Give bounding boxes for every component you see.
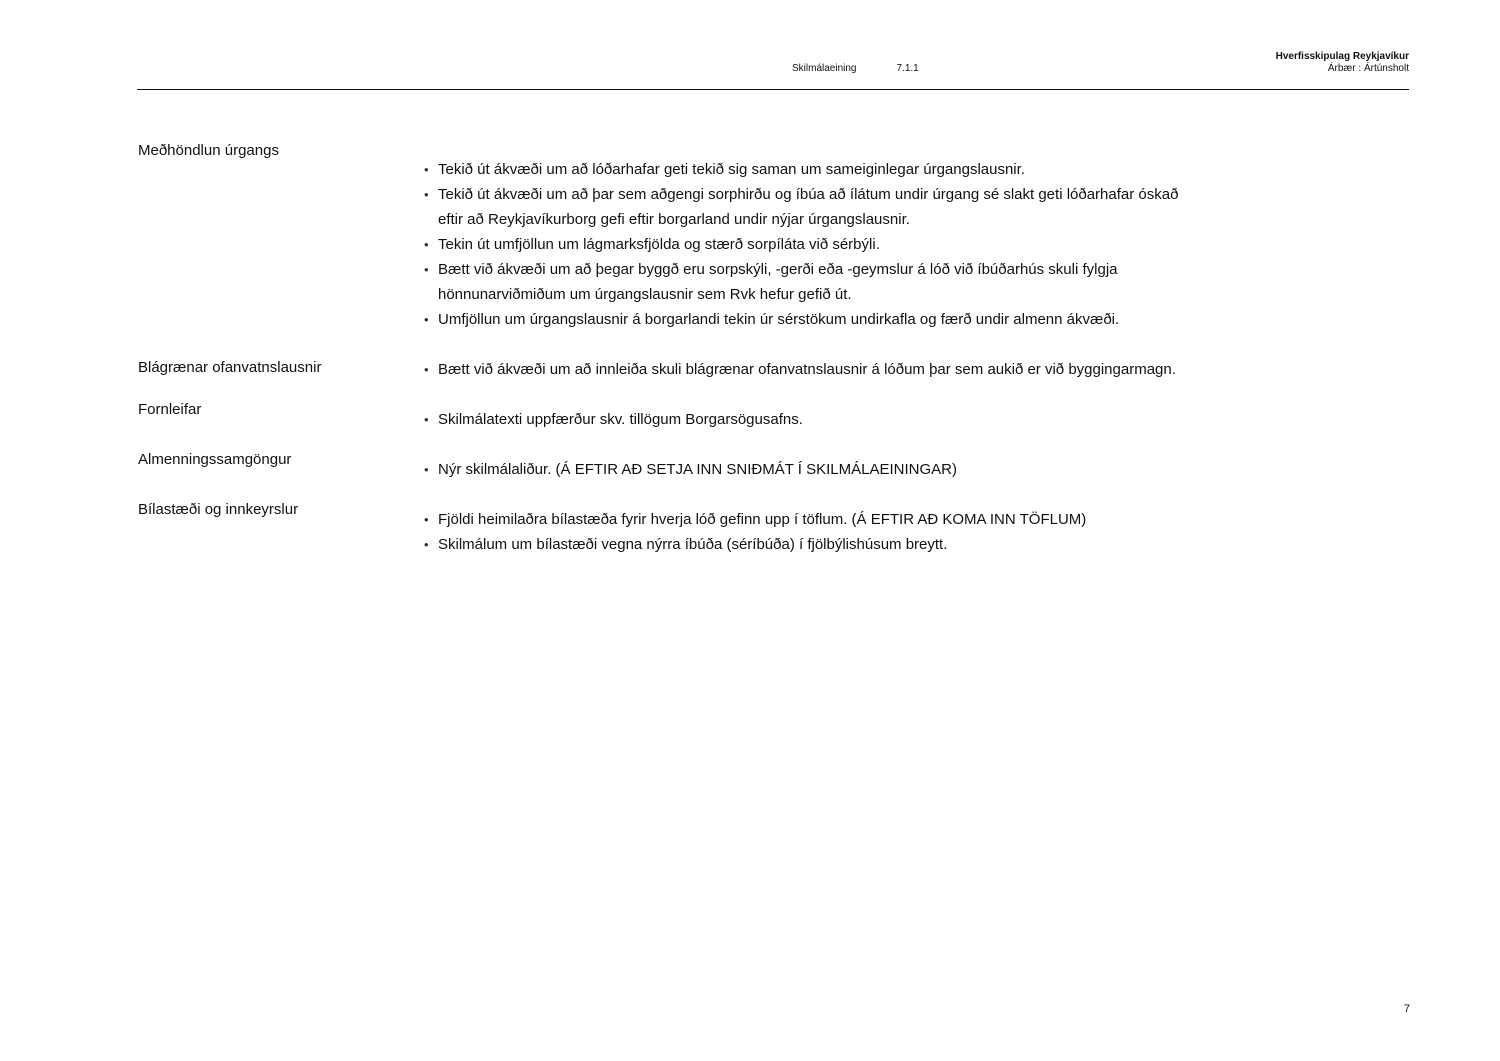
- bullet-list: [424, 140, 1204, 332]
- header-document-title: Hverfisskipulag Reykjavíkur: [1275, 51, 1409, 62]
- list-item: • Nýr skilmálaliður. (Á EFTIR AÐ SETJA INN SNIÐMÁT Í SKILMÁLAEININGAR): [424, 457, 1204, 482]
- list-item: • Fjöldi heimilaðra bílastæða fyrir hverja lóð gefinn upp í töflum. (Á EFTIR AÐ KOMA INN TÖFLUM): [424, 507, 1204, 532]
- list-item: • Bætt við ákvæði um að innleiða skuli blágrænar ofanvatnslausnir á lóðum þar sem aukið er við byggingarmagn.: [424, 357, 1204, 382]
- bullet-list: [424, 507, 1204, 557]
- header-section-number: 7.1.1: [896, 63, 919, 74]
- header-section-name: Skilmálaeining: [792, 63, 857, 74]
- section-waste: [138, 140, 1238, 332]
- section-label: Bílastæði og innkeyrslur: [138, 501, 299, 518]
- list-item: • Umfjöllun um úrgangslausnir á borgarlandi tekin úr sérstökum undirkafla og færð undir almenn ákvæði.: [424, 307, 1204, 332]
- header-document-info: [1276, 51, 1409, 75]
- list-item: • Tekið út ákvæði um að þar sem aðgengi sorphirðu og íbúa að ílátum undir úrgang sé slakt geti lóðarhafar óskað eftir að Reykjavíkurborg gefi eftir borgarland undir nýjar úrgangslausnir.: [424, 182, 1204, 232]
- list-item: • Skilmálatexti uppfærður skv. tillögum Borgarsögusafns.: [424, 407, 1204, 432]
- section-label: Blágrænar ofanvatnslausnir: [138, 359, 322, 376]
- header-divider: [137, 89, 1409, 90]
- bullet-list: [424, 407, 1204, 432]
- section-public-transport: [138, 451, 1238, 482]
- page-content: [138, 140, 1238, 557]
- list-item: • Skilmálum um bílastæði vegna nýrra íbúða (séríbúða) í fjölbýlishúsum breytt.: [424, 532, 1204, 557]
- header-section-info: [792, 63, 919, 74]
- section-label: Almenningssamgöngur: [138, 451, 292, 468]
- section-archaeology: [138, 401, 1238, 432]
- page-number: 7: [1403, 1003, 1410, 1015]
- list-item: • Tekið út ákvæði um að lóðarhafar geti tekið sig saman um sameiginlegar úrgangslausnir.: [424, 157, 1204, 182]
- section-stormwater: [138, 357, 1238, 382]
- list-item: • Bætt við ákvæði um að þegar byggð eru sorpskýli, -gerði eða -geymslur á lóð við íbúðarhús skuli fylgja hönnunarviðmiðum um úrgangslausnir sem Rvk hefur gefið út.: [424, 257, 1204, 307]
- section-parking: [138, 501, 1238, 557]
- section-label: Meðhöndlun úrgangs: [138, 142, 279, 159]
- section-label: Fornleifar: [138, 401, 202, 418]
- bullet-list: [424, 457, 1204, 482]
- bullet-list: [424, 357, 1204, 382]
- header-document-subtitle: Árbær : Ártúnsholt: [1327, 63, 1409, 74]
- list-item: • Tekin út umfjöllun um lágmarksfjölda og stærð sorpíláta við sérbýli.: [424, 232, 1204, 257]
